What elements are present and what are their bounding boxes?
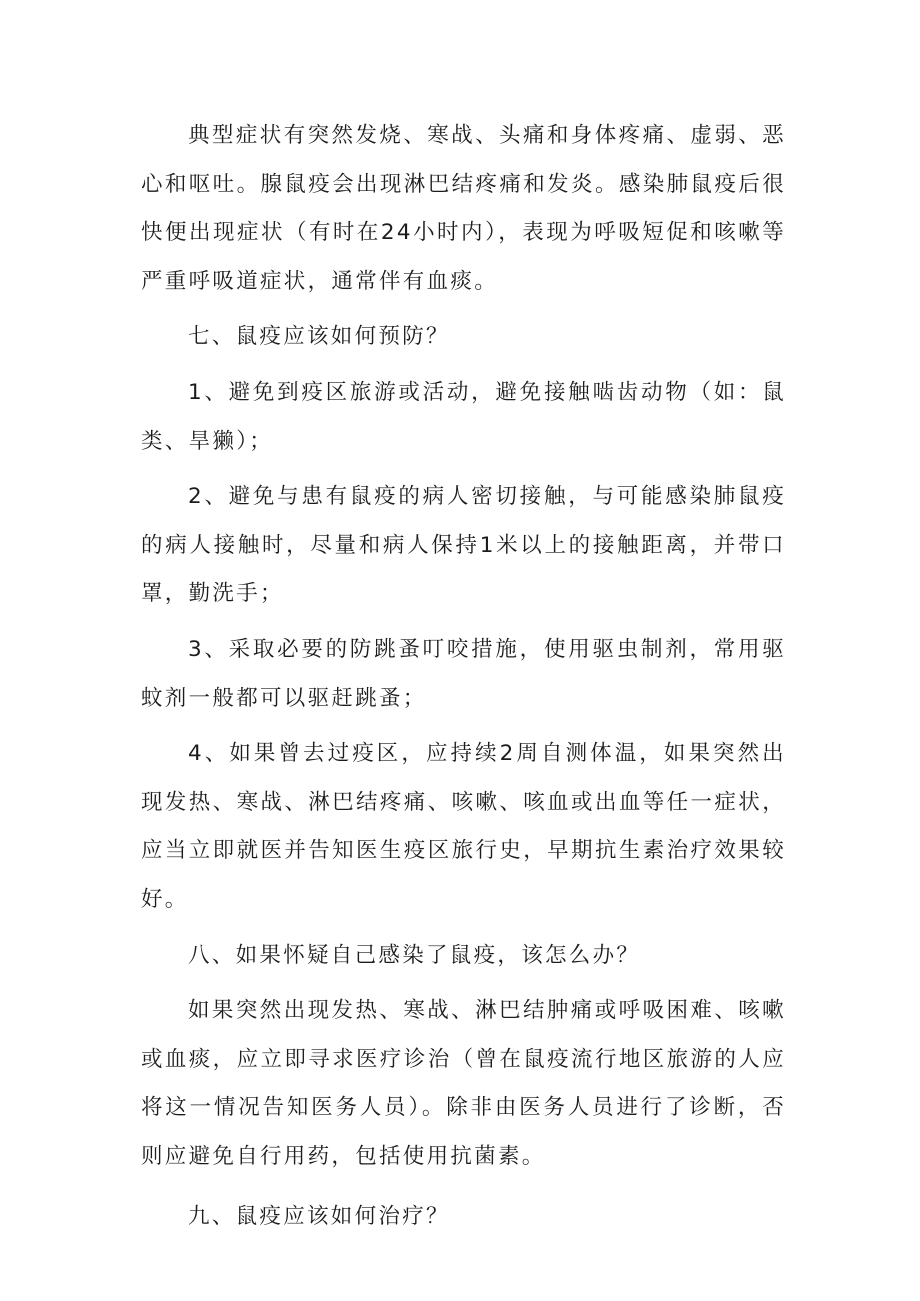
paragraph-symptoms: 典型症状有突然发烧、寒战、头痛和身体疼痛、虚弱、恶心和呕吐。腺鼠疫会出现淋巴结疼痛和发炎。感染肺鼠疫后很快便出现症状（有时在24小时内），表现为呼吸短促和咳嗽等严重呼吸道症状，通常伴有血痰。 <box>141 123 786 294</box>
section-heading-treatment: 九、鼠疫应该如何治疗？ <box>188 1204 450 1230</box>
list-item-prevention-4: 4、如果曾去过疫区，应持续2周自测体温，如果突然出现发热、寒战、淋巴结疼痛、咳嗽、咳血或出血等任一症状，应当立即就医并告知医生疫区旅行史，早期抗生素治疗效果较好。 <box>141 741 786 912</box>
section-heading-prevention: 七、鼠疫应该如何预防？ <box>188 324 450 350</box>
list-item-prevention-3: 3、采取必要的防跳蚤叮咬措施，使用驱虫制剂，常用驱蚊剂一般都可以驱赶跳蚤； <box>141 636 786 711</box>
section-heading-suspected-infection: 八、如果怀疑自己感染了鼠疫，该怎么办？ <box>188 942 641 968</box>
paragraph-spacer <box>141 723 786 730</box>
paragraph-spacer <box>141 980 786 987</box>
paragraph-suspected-infection: 如果突然出现发热、寒战、淋巴结肿痛或呼吸困难、咳嗽或血痰，应立即寻求医疗诊治（曾在鼠疫流行地区旅游的人应将这一情况告知医务人员）。除非由医务人员进行了诊断，否则应避免自行用药，包括使用抗菌素。 <box>141 998 786 1169</box>
paragraph-spacer <box>141 466 786 473</box>
paragraph-spacer <box>141 619 786 626</box>
paragraph-spacer <box>141 362 786 369</box>
paragraph-spacer <box>141 925 786 932</box>
paragraph-spacer <box>141 1181 786 1193</box>
list-item-prevention-2: 2、避免与患有鼠疫的病人密切接触，与可能感染肺鼠疫的病人接触时，尽量和病人保持1米以上的接触距离，并带口罩，勤洗手； <box>141 484 786 607</box>
list-item-prevention-1: 1、避免到疫区旅游或活动，避免接触啮齿动物（如：鼠类、旱獭）； <box>141 379 786 454</box>
paragraph-spacer <box>141 306 786 313</box>
document-body <box>141 112 786 1242</box>
